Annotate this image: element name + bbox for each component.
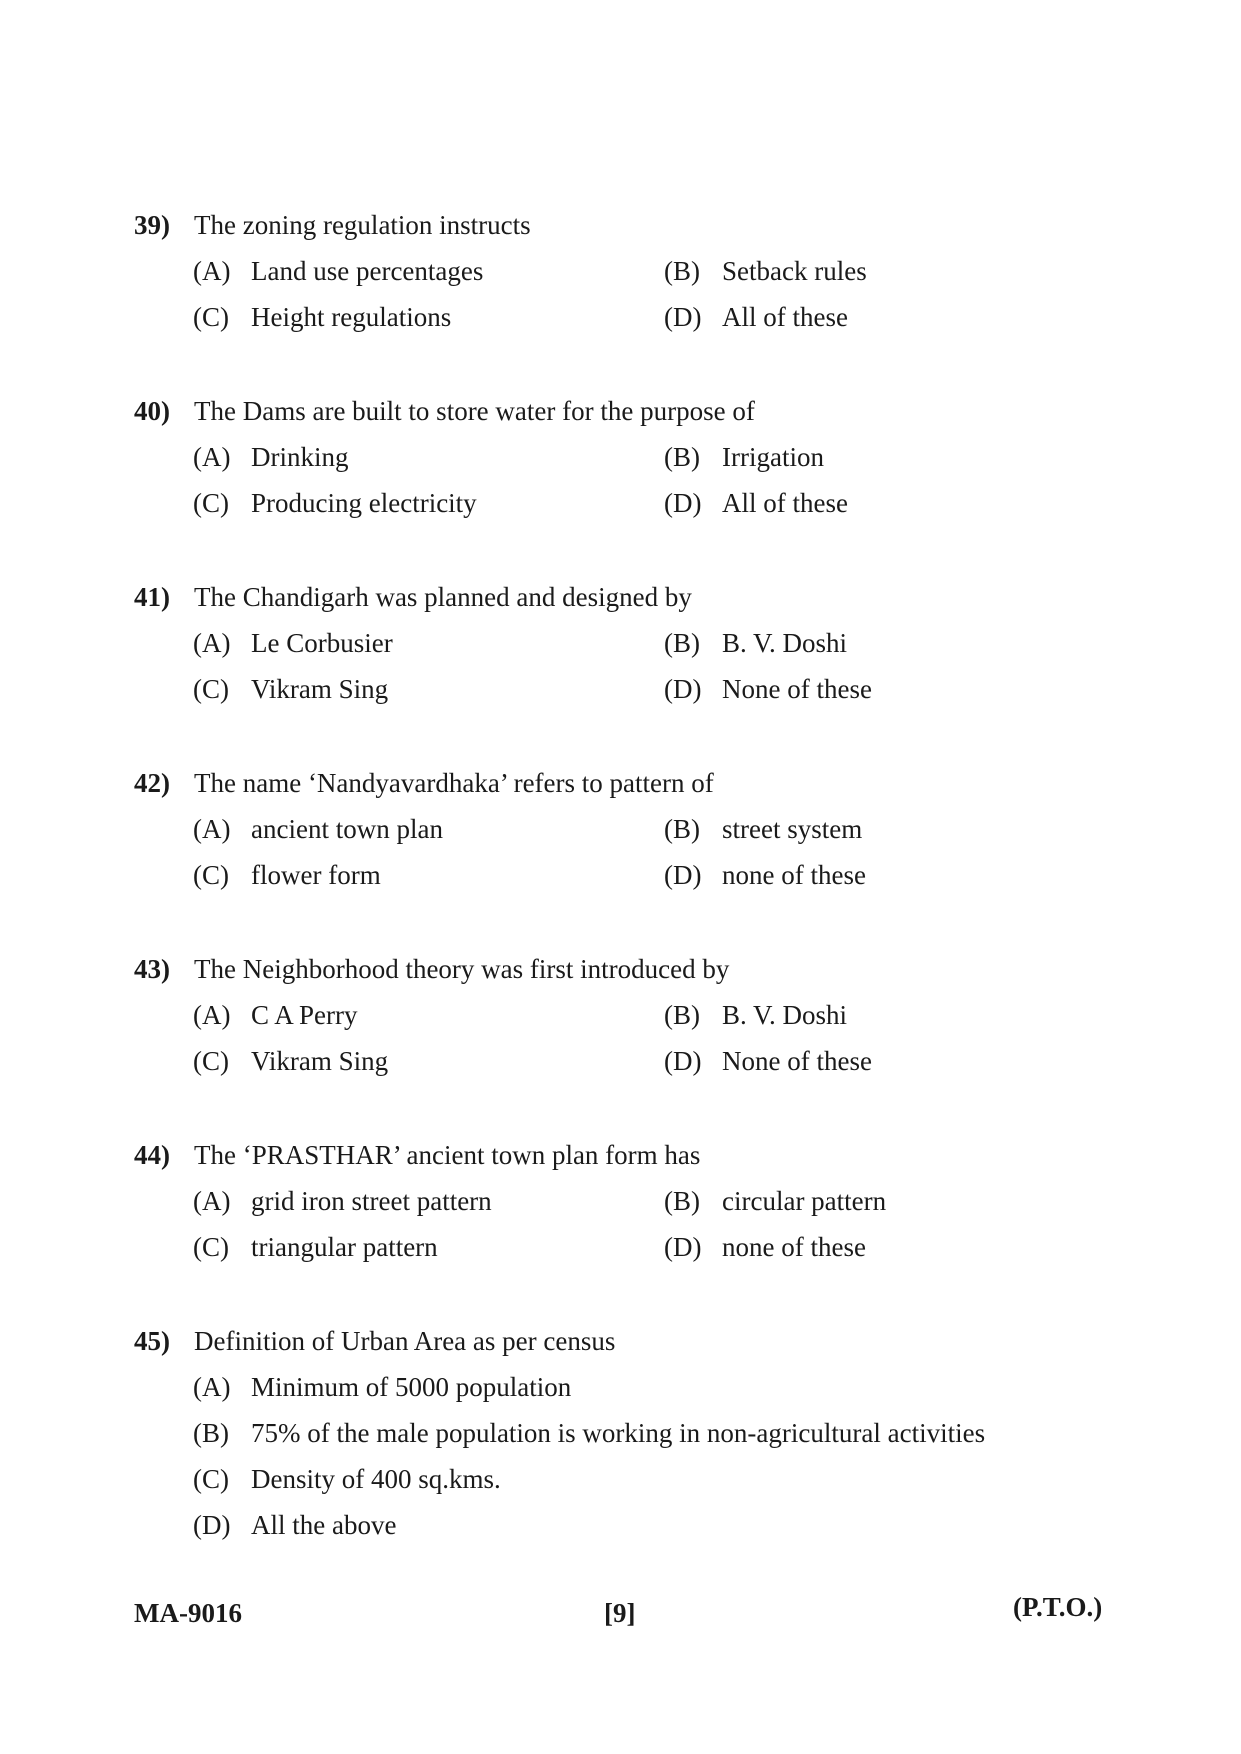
option-label: (B) (664, 442, 700, 472)
option-label: (C) (193, 1232, 229, 1262)
option-b (664, 254, 867, 288)
option-label: (C) (193, 302, 229, 332)
option-text: C A Perry (251, 1000, 358, 1030)
option-a (193, 812, 443, 846)
option-c (193, 486, 477, 520)
option-label: (C) (193, 488, 229, 518)
option-d (664, 672, 872, 706)
option-label: (C) (193, 674, 229, 704)
question-number: 43) (134, 954, 170, 984)
option-text: Density of 400 sq.kms. (251, 1464, 501, 1494)
option-text: street system (722, 814, 863, 844)
question-text: The zoning regulation instructs (194, 210, 531, 240)
option-c (193, 858, 381, 892)
question-stem (134, 394, 755, 428)
option-label: (D) (664, 1046, 702, 1076)
option-label: (C) (193, 1046, 229, 1076)
option-label: (D) (664, 860, 702, 890)
option-text: flower form (251, 860, 381, 890)
question-number: 42) (134, 768, 170, 798)
option-a (193, 998, 358, 1032)
option-text: Producing electricity (251, 488, 477, 518)
option-label: (B) (193, 1418, 229, 1448)
option-text: All of these (722, 302, 848, 332)
option-text: Irrigation (722, 442, 824, 472)
option-text: Vikram Sing (251, 674, 389, 704)
option-label: (D) (664, 674, 702, 704)
option-label: (D) (193, 1510, 231, 1540)
option-text: Minimum of 5000 population (251, 1372, 572, 1402)
option-d (664, 1230, 866, 1264)
question-text: The name ‘Nandyavardhaka’ refers to pattern of (194, 768, 714, 798)
option-b (193, 1416, 985, 1450)
option-label: (A) (193, 442, 231, 472)
option-text: Setback rules (722, 256, 867, 286)
question-text: The Neighborhood theory was first introduced by (194, 954, 730, 984)
option-a (193, 1184, 492, 1218)
option-text: All the above (251, 1510, 397, 1540)
option-label: (B) (664, 256, 700, 286)
option-text: Height regulations (251, 302, 452, 332)
option-b (664, 998, 847, 1032)
page-number: [9] (604, 1598, 636, 1628)
option-label: (A) (193, 1372, 231, 1402)
question-stem (134, 1138, 700, 1172)
option-label: (B) (664, 1000, 700, 1030)
option-d (664, 858, 866, 892)
option-label: (A) (193, 1186, 231, 1216)
option-text: none of these (722, 1232, 866, 1262)
option-label: (B) (664, 1186, 700, 1216)
question-number: 45) (134, 1326, 170, 1356)
option-b (664, 812, 862, 846)
option-text: ancient town plan (251, 814, 443, 844)
option-text: Vikram Sing (251, 1046, 389, 1076)
option-d (193, 1508, 396, 1542)
question-stem (134, 1324, 615, 1358)
option-b (664, 440, 824, 474)
option-text: grid iron street pattern (251, 1186, 492, 1216)
option-c (193, 672, 388, 706)
option-label: (A) (193, 1000, 231, 1030)
question-text: Definition of Urban Area as per census (194, 1326, 616, 1356)
option-d (664, 486, 848, 520)
option-c (193, 300, 451, 334)
question-number: 40) (134, 396, 170, 426)
option-d (664, 300, 848, 334)
option-label: (C) (193, 1464, 229, 1494)
option-text: Land use percentages (251, 256, 484, 286)
question-number: 44) (134, 1140, 170, 1170)
option-text: None of these (722, 1046, 872, 1076)
option-text: B. V. Doshi (722, 1000, 848, 1030)
option-c (193, 1230, 438, 1264)
option-text: Le Corbusier (251, 628, 393, 658)
option-text: None of these (722, 674, 872, 704)
question-number: 41) (134, 582, 170, 612)
option-text: Drinking (251, 442, 349, 472)
please-turn-over: (P.T.O.) (1013, 1592, 1103, 1622)
option-text: B. V. Doshi (722, 628, 848, 658)
option-label: (B) (664, 814, 700, 844)
option-c (193, 1044, 388, 1078)
option-label: (D) (664, 302, 702, 332)
option-a (193, 1370, 571, 1404)
question-stem (134, 580, 692, 614)
option-text: circular pattern (722, 1186, 887, 1216)
question-stem (134, 208, 531, 242)
question-stem (134, 766, 714, 800)
question-text: The Chandigarh was planned and designed by (194, 582, 692, 612)
option-c (193, 1462, 501, 1496)
option-label: (B) (664, 628, 700, 658)
option-text: 75% of the male population is working in non-agricultural activities (251, 1418, 986, 1448)
option-b (664, 626, 847, 660)
paper-code: MA-9016 (134, 1598, 242, 1628)
option-a (193, 254, 483, 288)
option-d (664, 1044, 872, 1078)
option-text: none of these (722, 860, 866, 890)
option-label: (A) (193, 628, 231, 658)
question-stem (134, 952, 729, 986)
option-a (193, 440, 349, 474)
option-a (193, 626, 393, 660)
option-label: (A) (193, 814, 231, 844)
option-label: (D) (664, 1232, 702, 1262)
question-text: The ‘PRASTHAR’ ancient town plan form has (194, 1140, 701, 1170)
option-label: (D) (664, 488, 702, 518)
option-b (664, 1184, 886, 1218)
option-label: (A) (193, 256, 231, 286)
option-label: (C) (193, 860, 229, 890)
option-text: All of these (722, 488, 848, 518)
option-text: triangular pattern (251, 1232, 438, 1262)
question-number: 39) (134, 210, 170, 240)
question-text: The Dams are built to store water for the purpose of (194, 396, 755, 426)
